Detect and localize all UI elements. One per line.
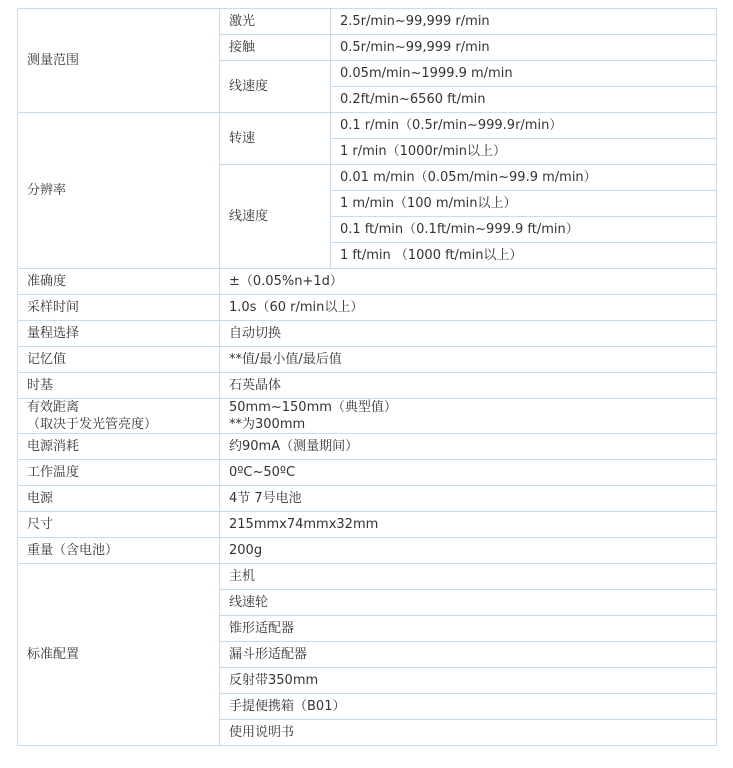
value-cell: 石英晶体 bbox=[220, 373, 717, 399]
row-label: 准确度 bbox=[18, 269, 220, 295]
value-cell: 0.5r/min~99,999 r/min bbox=[331, 35, 717, 61]
table-row bbox=[18, 269, 717, 295]
value-cell: 主机 bbox=[220, 564, 717, 590]
table-row bbox=[18, 321, 717, 347]
row-label: 量程选择 bbox=[18, 321, 220, 347]
table-row bbox=[18, 486, 717, 512]
row-label: 重量（含电池） bbox=[18, 538, 220, 564]
table-row bbox=[18, 9, 717, 35]
value-cell: 1 m/min（100 m/min以上） bbox=[331, 191, 717, 217]
value-line: **为300mm bbox=[229, 417, 306, 432]
row-label-line: 有效距离 bbox=[27, 400, 80, 415]
value-cell: 1 r/min（1000r/min以上） bbox=[331, 139, 717, 165]
sub-label: 线速度 bbox=[220, 61, 331, 113]
row-label: 分辨率 bbox=[18, 113, 220, 269]
table-row bbox=[18, 434, 717, 460]
row-label: 标准配置 bbox=[18, 564, 220, 746]
row-label: 电源消耗 bbox=[18, 434, 220, 460]
row-label: 工作温度 bbox=[18, 460, 220, 486]
table-row bbox=[18, 512, 717, 538]
value-cell: 手提便携箱（B01） bbox=[220, 694, 717, 720]
value-cell: 使用说明书 bbox=[220, 720, 717, 746]
table-row bbox=[18, 564, 717, 590]
value-cell: 0.2ft/min~6560 ft/min bbox=[331, 87, 717, 113]
value-cell: 4节 7号电池 bbox=[220, 486, 717, 512]
row-label: 电源 bbox=[18, 486, 220, 512]
spec-table bbox=[17, 8, 717, 746]
value-cell: 约90mA（测量期间） bbox=[220, 434, 717, 460]
value-cell: 线速轮 bbox=[220, 590, 717, 616]
value-cell: 锥形适配器 bbox=[220, 616, 717, 642]
value-cell: 200g bbox=[220, 538, 717, 564]
value-cell: 自动切换 bbox=[220, 321, 717, 347]
value-cell: ±（0.05%n+1d） bbox=[220, 269, 717, 295]
row-label: 记忆值 bbox=[18, 347, 220, 373]
table-row bbox=[18, 113, 717, 139]
row-label: 尺寸 bbox=[18, 512, 220, 538]
value-line: 50mm~150mm（典型值） bbox=[229, 400, 397, 415]
table-row bbox=[18, 460, 717, 486]
row-label-line: （取决于发光管亮度） bbox=[27, 417, 158, 432]
sub-label: 接触 bbox=[220, 35, 331, 61]
sub-label: 转速 bbox=[220, 113, 331, 165]
value-cell: **值/最小值/最后值 bbox=[220, 347, 717, 373]
row-label: 时基 bbox=[18, 373, 220, 399]
value-cell: 漏斗形适配器 bbox=[220, 642, 717, 668]
table-row bbox=[18, 295, 717, 321]
value-cell: 0ºC~50ºC bbox=[220, 460, 717, 486]
value-cell: 0.1 ft/min（0.1ft/min~999.9 ft/min） bbox=[331, 217, 717, 243]
value-cell bbox=[220, 399, 717, 434]
row-label bbox=[18, 399, 220, 434]
row-label: 采样时间 bbox=[18, 295, 220, 321]
value-cell: 1 ft/min （1000 ft/min以上） bbox=[331, 243, 717, 269]
value-cell: 0.1 r/min（0.5r/min~999.9r/min） bbox=[331, 113, 717, 139]
table-row bbox=[18, 373, 717, 399]
table-row bbox=[18, 399, 717, 434]
value-cell: 1.0s（60 r/min以上） bbox=[220, 295, 717, 321]
value-cell: 0.01 m/min（0.05m/min~99.9 m/min） bbox=[331, 165, 717, 191]
sub-label: 线速度 bbox=[220, 165, 331, 269]
value-cell: 2.5r/min~99,999 r/min bbox=[331, 9, 717, 35]
row-label: 测量范围 bbox=[18, 9, 220, 113]
value-cell: 反射带350mm bbox=[220, 668, 717, 694]
value-cell: 0.05m/min~1999.9 m/min bbox=[331, 61, 717, 87]
table-row bbox=[18, 538, 717, 564]
sub-label: 激光 bbox=[220, 9, 331, 35]
table-row bbox=[18, 347, 717, 373]
value-cell: 215mmx74mmx32mm bbox=[220, 512, 717, 538]
